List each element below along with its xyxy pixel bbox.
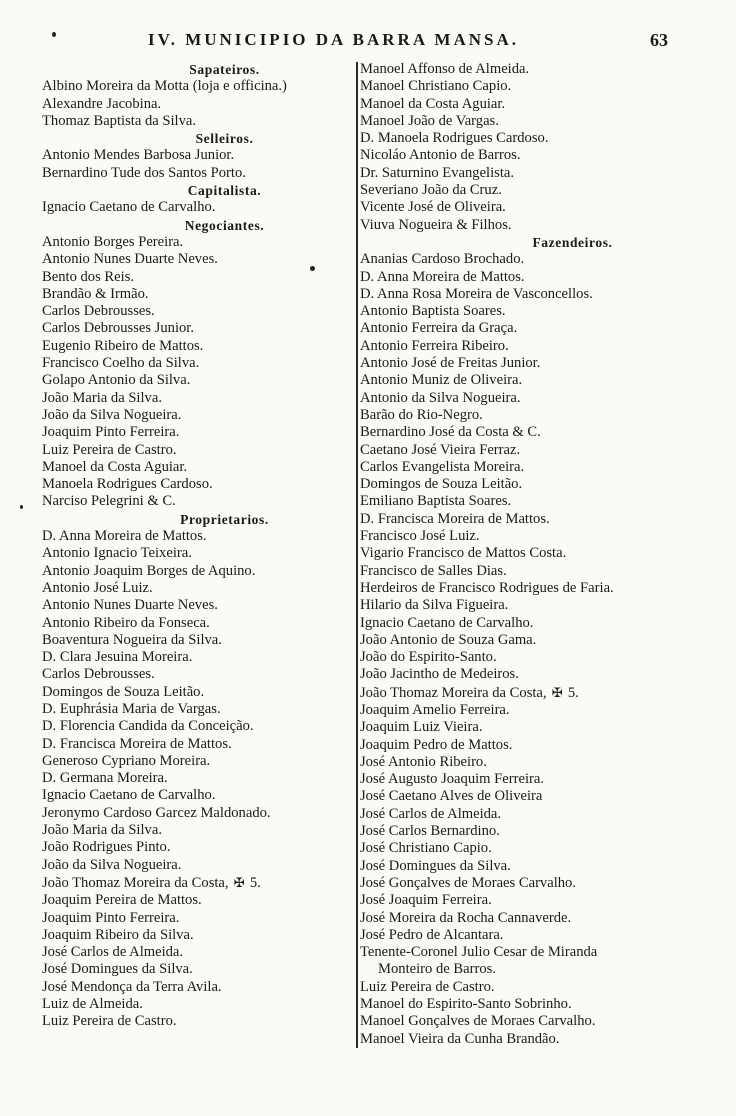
directory-entry — [360, 719, 690, 736]
entry-text: Antonio Ferreira Ribeiro. — [360, 337, 509, 354]
entry-text: Monteiro de Barros. — [378, 961, 496, 978]
entry-text: José Joaquim Ferreira. — [360, 892, 492, 909]
entry-text: Bernardino Tude dos Santos Porto. — [42, 164, 246, 181]
section-heading-text: Sapateiros. — [189, 62, 260, 77]
directory-entry — [42, 493, 347, 510]
directory-entry — [42, 927, 347, 944]
directory-entry — [42, 822, 347, 839]
entry-text: Manoel Christiano Capio. — [360, 78, 512, 95]
entry-text: Luiz de Almeida. — [42, 996, 143, 1013]
directory-entry — [42, 615, 347, 632]
directory-entry — [42, 390, 347, 407]
directory-entry — [42, 269, 347, 286]
entry-text: João Rodrigues Pinto. — [42, 839, 171, 856]
directory-entry — [42, 961, 347, 978]
directory-entry — [42, 563, 347, 580]
directory-entry — [360, 442, 690, 459]
directory-entry — [360, 806, 690, 823]
directory-entry — [360, 597, 690, 614]
entry-text: Antonio Ignacio Teixeira. — [42, 545, 192, 562]
directory-entry — [360, 979, 690, 996]
entry-text: Alexandre Jacobina. — [42, 95, 162, 112]
entry-text: Antonio Joaquim Borges de Aquino. — [42, 562, 256, 579]
directory-entry — [42, 666, 347, 683]
entry-text: Narciso Pelegrini & C. — [42, 493, 176, 510]
section-heading — [42, 511, 347, 528]
directory-entry — [360, 147, 690, 164]
entry-text: D. Manoela Rodrigues Cardoso. — [360, 130, 549, 147]
directory-entry — [42, 805, 347, 822]
directory-entry — [360, 113, 690, 130]
entry-text: João Maria da Silva. — [42, 822, 162, 839]
entry-text: Vigario Francisco de Mattos Costa. — [360, 545, 567, 562]
directory-entry — [360, 771, 690, 788]
order-cross-icon: ✠ — [233, 874, 245, 890]
entry-text: Barão do Rio-Negro. — [360, 406, 483, 423]
entry-text: João do Espirito-Santo. — [360, 649, 497, 666]
entry-text: José Domingues da Silva. — [42, 961, 193, 978]
entry-text: Domingos de Souza Leitão. — [42, 683, 205, 700]
entry-text: Carlos Debrousses Junior. — [42, 320, 195, 337]
directory-entry — [42, 874, 347, 892]
directory-entry — [360, 303, 690, 320]
entry-text: Joaquim Pinto Ferreira. — [42, 909, 180, 926]
section-heading — [360, 234, 690, 251]
entry-text: Antonio Nunes Duarte Neves. — [42, 251, 218, 268]
entry-text: D. Euphrásia Maria de Vargas. — [42, 700, 221, 717]
entry-text: Bento dos Reis. — [42, 268, 135, 285]
directory-entry — [42, 528, 347, 545]
directory-entry — [42, 96, 347, 113]
section-heading — [42, 61, 347, 78]
entry-text: José Carlos de Almeida. — [360, 805, 502, 822]
right-column — [360, 61, 690, 1048]
entry-text: João Thomaz Moreira da Costa, — [42, 874, 229, 891]
page-number: 63 — [650, 30, 668, 50]
entry-text: Manoel do Espirito-Santo Sobrinho. — [360, 996, 572, 1013]
section-heading — [42, 217, 347, 234]
directory-entry — [360, 892, 690, 909]
directory-entry — [360, 251, 690, 268]
directory-entry — [42, 199, 347, 216]
directory-entry — [42, 372, 347, 389]
directory-entry — [360, 511, 690, 528]
entry-text: Dr. Saturnino Evangelista. — [360, 164, 515, 181]
entry-suffix: 5. — [564, 684, 579, 701]
directory-entry — [42, 286, 347, 303]
directory-entry — [360, 269, 690, 286]
directory-entry — [360, 649, 690, 666]
entry-text: Luiz Pereira de Castro. — [42, 441, 177, 458]
entry-text: Ignacio Caetano de Carvalho. — [360, 614, 534, 631]
directory-entry — [360, 476, 690, 493]
directory-entry — [42, 234, 347, 251]
entry-text: Brandão & Irmão. — [42, 285, 149, 302]
order-cross-icon: ✠ — [551, 684, 563, 700]
directory-entry — [360, 390, 690, 407]
directory-entry — [42, 424, 347, 441]
entry-text: José Domingues da Silva. — [360, 857, 511, 874]
entry-text: Manoel Gonçalves de Moraes Carvalho. — [360, 1013, 596, 1030]
entry-text: Joaquim Pinto Ferreira. — [42, 424, 180, 441]
directory-entry — [42, 787, 347, 804]
directory-entry — [42, 476, 347, 493]
print-speck — [52, 32, 56, 37]
directory-entry — [360, 580, 690, 597]
directory-entry — [360, 1013, 690, 1030]
entry-text: Vicente José de Oliveira. — [360, 199, 506, 216]
directory-entry — [360, 424, 690, 441]
entry-text: Luiz Pereira de Castro. — [360, 978, 495, 995]
directory-entry — [360, 320, 690, 337]
entry-text: Manoel da Costa Aguiar. — [360, 95, 506, 112]
directory-entry — [360, 61, 690, 78]
entry-text: Luiz Pereira de Castro. — [42, 1013, 177, 1030]
directory-entry — [360, 788, 690, 805]
directory-entry — [360, 199, 690, 216]
directory-entry — [360, 961, 690, 978]
entry-text: Antonio da Silva Nogueira. — [360, 389, 521, 406]
entry-suffix: 5. — [246, 874, 261, 891]
entry-text: Antonio Mendes Barbosa Junior. — [42, 147, 235, 164]
entry-text: José Caetano Alves de Oliveira — [360, 788, 543, 805]
entry-text: Herdeiros de Francisco Rodrigues de Faria. — [360, 579, 614, 596]
entry-text: José Mendonça da Terra Avila. — [42, 978, 222, 995]
entry-text: José Antonio Ribeiro. — [360, 753, 487, 770]
entry-text: João da Silva Nogueira. — [42, 856, 182, 873]
entry-text: Francisco Coelho da Silva. — [42, 355, 200, 372]
entry-text: Albino Moreira da Motta (loja e officina.) — [42, 78, 287, 95]
entry-text: Francisco de Salles Dias. — [360, 562, 507, 579]
entry-text: Thomaz Baptista da Silva. — [42, 112, 197, 129]
section-heading — [42, 130, 347, 147]
directory-entry — [42, 442, 347, 459]
entry-text: Ignacio Caetano de Carvalho. — [42, 787, 216, 804]
directory-entry — [360, 372, 690, 389]
entry-text: Ignacio Caetano de Carvalho. — [42, 199, 216, 216]
entry-text: D. Anna Moreira de Mattos. — [42, 528, 207, 545]
entry-text: Antonio Muniz de Oliveira. — [360, 372, 523, 389]
directory-entry — [360, 632, 690, 649]
directory-entry — [360, 563, 690, 580]
entry-text: Joaquim Ribeiro da Silva. — [42, 926, 194, 943]
directory-entry — [360, 823, 690, 840]
entry-text: Joaquim Pereira de Mattos. — [42, 892, 202, 909]
directory-entry — [42, 338, 347, 355]
entry-text: José Moreira da Rocha Cannaverde. — [360, 909, 572, 926]
entry-text: Golapo Antonio da Silva. — [42, 372, 191, 389]
print-speck — [20, 505, 23, 509]
entry-text: Francisco José Luiz. — [360, 528, 480, 545]
directory-entry — [360, 355, 690, 372]
entry-text: João Thomaz Moreira da Costa, — [360, 684, 547, 701]
directory-entry — [360, 130, 690, 147]
entry-text: Hilario da Silva Figueira. — [360, 597, 509, 614]
entry-text: Antonio José Luiz. — [42, 579, 153, 596]
directory-entry — [360, 615, 690, 632]
section-heading-text: Negociantes. — [184, 217, 265, 233]
entry-text: D. Francisca Moreira de Mattos. — [360, 510, 550, 527]
directory-entry — [42, 407, 347, 424]
directory-entry — [360, 528, 690, 545]
directory-entry — [360, 840, 690, 857]
directory-entry — [360, 96, 690, 113]
entry-text: José Gonçalves de Moraes Carvalho. — [360, 874, 577, 891]
directory-entry — [42, 165, 347, 182]
section-heading-text: Fazendeiros. — [532, 234, 613, 250]
directory-entry — [42, 839, 347, 856]
directory-entry — [42, 770, 347, 787]
directory-entry — [42, 303, 347, 320]
entry-text: Ananias Cardoso Brochado. — [360, 251, 525, 268]
entry-text: Joaquim Luiz Vieira. — [360, 719, 483, 736]
entry-text: João Antonio de Souza Gama. — [360, 631, 537, 648]
entry-text: Eugenio Ribeiro de Mattos. — [42, 337, 204, 354]
entry-text: José Christiano Capio. — [360, 840, 492, 857]
page-title: IV. MUNICIPIO DA BARRA MANSA. — [148, 30, 519, 49]
entry-text: Carlos Debrousses. — [42, 666, 155, 683]
directory-entry — [42, 701, 347, 718]
directory-entry — [360, 910, 690, 927]
entry-text: José Pedro de Alcantara. — [360, 926, 504, 943]
directory-entry — [42, 147, 347, 164]
directory-entry — [360, 1031, 690, 1048]
entry-text: Manoel Affonso de Almeida. — [360, 61, 530, 77]
column-divider — [356, 62, 358, 1048]
entry-text: Joaquim Amelio Ferreira. — [360, 701, 510, 718]
entry-text: Manoela Rodrigues Cardoso. — [42, 476, 213, 493]
directory-entry — [42, 78, 347, 95]
directory-entry — [360, 459, 690, 476]
entry-text: D. Clara Jesuina Moreira. — [42, 649, 193, 666]
section-heading-text: Selleiros. — [195, 131, 254, 147]
entry-text: D. Francisca Moreira de Mattos. — [42, 735, 232, 752]
entry-text: Antonio Baptista Soares. — [360, 303, 506, 320]
directory-entry — [360, 737, 690, 754]
directory-entry — [360, 78, 690, 95]
directory-entry — [360, 754, 690, 771]
entry-text: Joaquim Pedro de Mattos. — [360, 736, 513, 753]
entry-text: Emiliano Baptista Soares. — [360, 493, 512, 510]
entry-text: D. Anna Moreira de Mattos. — [360, 268, 525, 285]
entry-text: Manoel João de Vargas. — [360, 112, 499, 129]
entry-text: Bernardino José da Costa & C. — [360, 424, 541, 441]
directory-entry — [42, 632, 347, 649]
directory-entry — [360, 217, 690, 234]
section-heading-text: Proprietarios. — [180, 511, 269, 527]
entry-text: Boaventura Nogueira da Silva. — [42, 631, 222, 648]
entry-text: José Augusto Joaquim Ferreira. — [360, 771, 545, 788]
entry-text: José Carlos Bernardino. — [360, 823, 500, 840]
print-speck — [310, 266, 315, 271]
directory-entry — [42, 545, 347, 562]
directory-entry — [42, 892, 347, 909]
section-heading — [42, 182, 347, 199]
entry-text: Caetano José Vieira Ferraz. — [360, 441, 521, 458]
entry-text: Antonio Borges Pereira. — [42, 233, 184, 250]
directory-entry — [42, 857, 347, 874]
entry-text: Severiano João da Cruz. — [360, 182, 502, 199]
entry-text: Manoel Vieira da Cunha Brandão. — [360, 1030, 560, 1047]
directory-entry — [360, 996, 690, 1013]
directory-entry — [42, 736, 347, 753]
entry-text: Carlos Evangelista Moreira. — [360, 458, 525, 475]
directory-entry — [360, 493, 690, 510]
directory-entry — [360, 858, 690, 875]
directory-entry — [360, 927, 690, 944]
directory-entry — [360, 545, 690, 562]
directory-entry — [360, 702, 690, 719]
directory-entry — [42, 944, 347, 961]
section-heading-text: Capitalista. — [187, 183, 262, 199]
directory-entry — [42, 996, 347, 1013]
entry-text: Carlos Debrousses. — [42, 303, 155, 320]
directory-entry — [42, 251, 347, 268]
directory-entry — [42, 597, 347, 614]
directory-entry — [42, 910, 347, 927]
left-column — [42, 61, 347, 1031]
directory-entry — [360, 165, 690, 182]
entry-text: D. Anna Rosa Moreira de Vasconcellos. — [360, 285, 593, 302]
entry-text: José Carlos de Almeida. — [42, 944, 184, 961]
entry-text: Generoso Cypriano Moreira. — [42, 752, 211, 769]
entry-text: Tenente-Coronel Julio Cesar de Miranda — [360, 944, 598, 961]
entry-text: Domingos de Souza Leitão. — [360, 476, 523, 493]
directory-entry — [360, 286, 690, 303]
directory-entry — [42, 320, 347, 337]
directory-entry — [42, 459, 347, 476]
directory-entry — [360, 407, 690, 424]
directory-entry — [42, 113, 347, 130]
entry-text: D. Germana Moreira. — [42, 770, 168, 787]
directory-entry — [42, 684, 347, 701]
directory-entry — [360, 944, 690, 961]
directory-entry — [42, 649, 347, 666]
directory-entry — [360, 338, 690, 355]
directory-entry — [360, 182, 690, 199]
directory-entry — [360, 666, 690, 683]
directory-entry — [42, 979, 347, 996]
directory-entry — [360, 684, 690, 702]
directory-entry — [360, 875, 690, 892]
entry-text: D. Florencia Candida da Conceição. — [42, 718, 254, 735]
entry-text: Antonio Ferreira da Graça. — [360, 320, 518, 337]
entry-text: João da Silva Nogueira. — [42, 406, 182, 423]
directory-entry — [42, 1013, 347, 1030]
directory-entry — [42, 355, 347, 372]
entry-text: Antonio Nunes Duarte Neves. — [42, 597, 218, 614]
directory-entry — [42, 753, 347, 770]
entry-text: João Maria da Silva. — [42, 389, 162, 406]
entry-text: Antonio Ribeiro da Fonseca. — [42, 614, 210, 631]
directory-entry — [42, 580, 347, 597]
entry-text: Nicoláo Antonio de Barros. — [360, 147, 521, 164]
entry-text: Viuva Nogueira & Filhos. — [360, 216, 512, 233]
page-header — [0, 30, 736, 52]
entry-text: Jeronymo Cardoso Garcez Maldonado. — [42, 804, 271, 821]
entry-text: Manoel da Costa Aguiar. — [42, 458, 188, 475]
directory-entry — [42, 718, 347, 735]
entry-text: João Jacintho de Medeiros. — [360, 666, 519, 683]
entry-text: Antonio José de Freitas Junior. — [360, 355, 541, 372]
